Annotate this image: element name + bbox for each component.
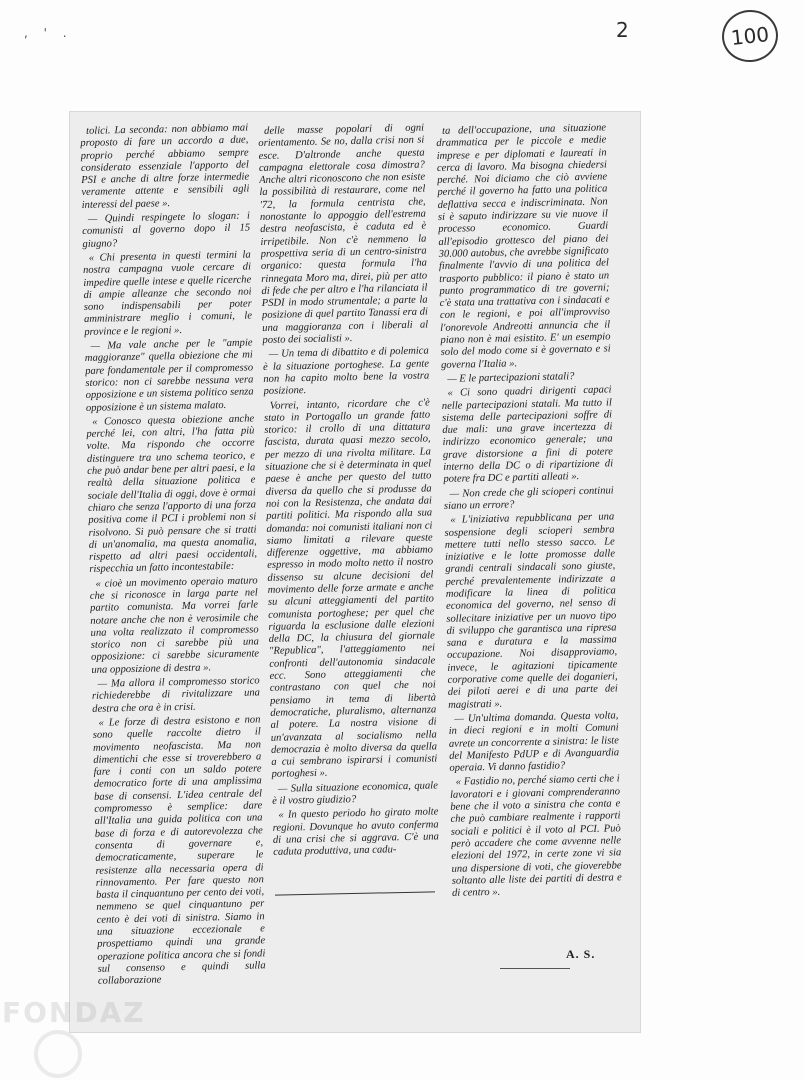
paragraph: ta dell'occupazione, una situazione drammatica per le piccole e medie imprese e per diplomati e laureati in cerca di lavoro. Ma bisogna chiedersi perché. Noi diciamo che ciò avviene perché il governo ha fatto una politica deflattiva secca e indiscriminata. Non si è saputo indirizzare su vie nuove il processo economico. Guardi all'episodio grottesco del piano dei 30.000 autobus, che avrebbe significato finalmente l'avvio di una politica del trasporto pubblico: il piano è stato un punto programmatico di tre governi; c'è stata una trattativa con i sindacati e con le regioni, e poi all'improvviso l'onorevole Andreotti annuncia che il piano non è mai esistito. E' un esempio solo del modo come si è governato e si governa l'Italia ». (436, 122, 611, 371)
paragraph: — E le partecipazioni statali? (447, 371, 575, 385)
paragraph: « Ci sono quadri dirigenti capaci nelle partecipazioni statali. Ma tutto il sistema delle partecipazioni soffre di due mali: una grave incertezza di indirizzo economico generale; una grave distorsione a fini di potere interno della DC o di ripartizione di potere fra DC e partiti alleati ». (441, 384, 614, 486)
paragraph: « In questo periodo ho girato molte regioni. Dovunque ho avuto conferma di una crisi che si aggrava. C'è una caduta produttiva, una cadu- (272, 806, 440, 859)
paragraph: — Un tema di dibattito e di polemica è la situazione portoghese. La gente non ha capito molto bene la vostra posizione. (262, 345, 430, 398)
signature-rule (500, 968, 570, 969)
article-column-1 (80, 122, 267, 1025)
paragraph: « Fastidio no, perché siamo certi che i lavoratori e i giovani comprenderanno bene che il voto a sinistra che conta e che può cambiare realmente i rapporti sociali e politici è il voto al PCI. Può però accadere che come avvenne nelle elezioni del 1972, in certe zone vi sia una dispersione di voti, che gioverebbe soltanto alle liste dei partiti di destra e di centro ». (449, 773, 622, 899)
watermark-logo-icon (34, 1030, 82, 1078)
paragraph: « cioè un movimento operaio maturo che si riconosce in larga parte nel partito comunista. Ma vorrei farle notare anche che non è verosimile che una volta realizzato il compromesso storico non ci sarebbe più una opposizione: ci sarebbe sicuramente una opposizione di destra ». (89, 575, 260, 676)
paragraph: — Quindi respingete lo slogan: i comunisti al governo dopo il 15 giugno? (82, 210, 251, 250)
author-signature: A. S. (566, 947, 596, 961)
paragraph: — Sulla situazione economica, quale è il vostro giudizio? (272, 780, 438, 807)
paragraph: — Ma vale anche per le "ampie maggioranze" quella obiezione che mi pare fondamentale per il compromesso storico: non ci sarebbe nessuna vera opposizione e un sistema politico senza opposizione è un sistema malato. (84, 337, 254, 414)
archive-stamp: 100 (719, 7, 780, 65)
article-column-2 (258, 123, 440, 886)
paragraph: delle masse popolari di ogni orientamento. Se no, dalla crisi non si esce. D'altronde anche questa campagna elettorale cosa dimostra? Anche altri riconoscono che non esiste la possibilità di restaurare, come nel '72, la formula centrista che, nonostante lo appoggio dell'estrema destra neofascista, è caduta ed è irripetibile. Non c'è nemmeno la prospettiva seria di un centro-sinistra organico: questa formula l'ha rinnegata Moro ma, direi, più per atto di fede che per altro e l'ha rilanciata il PSDI in modo strumentale; a parte la posizione di quel partito Tanassi era di una maggioranza con i liberali al posto dei socialisti ». (258, 122, 429, 346)
article-column-3 (436, 122, 623, 945)
paragraph: — Un'ultima domanda. Questa volta, in dieci regioni e in molti Comuni avrete un concorrente a sinistra: le liste del Manifesto PdUP e di Avanguardia operaia. Vi danno fastidio? (448, 710, 620, 774)
paragraph: « Chi presenta in questi termini la nostra campagna vuole cercare di impedire quelle intese e quelle ricerche di ampie alleanze che secondo noi sono indispensabili per poter amministrare meglio i comuni, le province e le regioni ». (82, 249, 253, 338)
paragraph: « Le forze di destra esistono e non sono quelle raccolte dietro il movimento neofascista. Ma non dimentichi che esse si troverebbero a fare i conti con un saldo potere democratico forte di una amplissima base di consensi. L'idea centrale del compromesso è semplice: dare all'Italia una guida politica con una base di forza e di autorevolezza che consenta di governare e, democraticamente, superare le resistenze alla necessaria opera di rinnovamento. Per fare questo non basta il cinquantuno per cento dei voti, nemmeno se quel cinquantuno per cento è dei voti di sinistra. Siamo in una situazione eccezionale e prospettiamo quindi una grande operazione politica ancora che si fondi sul consenso e quindi sulla collaborazione (92, 714, 266, 987)
paragraph: Vorrei, intanto, ricordare che c'è stato in Portogallo un grande fatto storico: il crollo di una dittatura fascista, durata quasi mezzo secolo, per mezzo di una rivolta militare. La situazione che si è determinata in quel paese è anche per questo del tutto diversa da quello che si produsse da noi con la Resistenza, che andata dai partiti politici. Ma rispondo alla sua domanda: noi comunisti italiani non ci siamo limitati a rilevare queste differenze oggettive, ma abbiamo espresso in modo molto netto il nostro dissenso su alcune decisioni del movimento delle forze armate e anche su alcuni atteggiamenti del partito comunista portoghese; per quel che riguarda la esclusione dalle elezioni della DC, la chiusura del giornale "Republica", l'atteggiamento nei confronti dell'autonomia sindacale ecc. Sono atteggiamenti che contrastano con quel che noi pensiamo in tema di libertà democratiche, pluralismo, alternanza al potere. La nostra visione di un'avanzata al socialismo nella democrazia è molto diversa da quella a cui sembrano ispirarsi i comunisti portoghesi ». (264, 396, 438, 781)
paragraph: — Ma allora il compromesso storico richiederebbe di rivitalizzare una destra che ora è in crisi. (91, 675, 261, 715)
paragraph: « Conosco questa obiezione anche perché lei, con altri, l'ha fatta più volte. Ma rispondo che occorre distinguere tra uno schema teorico, e che può andar bene per altri paesi, e la realtà della situazione politica e sociale dell'Italia di oggi, dove è ormai chiaro che senza l'apporto di una forza positiva come il PCI i problemi non si risolvono. Si può pensare che si tratti di un'anomalia, ma questa anomalia, rispetto ad altri paesi occidentali, rispecchia un fatto incontestabile: (86, 413, 258, 576)
paragraph: — Non crede che gli scioperi continui siano un errore? (443, 484, 614, 512)
page-number: 2 (616, 18, 629, 42)
paragraph: « L'iniziativa repubblicana per una sospensione degli scioperi sembra mettere tutti nello stesso sacco. Le iniziative e le lotte promosse dalle grandi centrali sindacali sono giuste, perché prevalentemente indirizzate a modificare la linea di politica economica del governo, nel senso di sollecitare iniziative per un nuovo tipo di sviluppo che garantisca una ripresa sana e duratura e la massima occupazione. Noi disapproviamo, invece, le agitazioni tipicamente corporative come quelle dei doganieri, dei piloti aerei e di una parte dei magistrati ». (444, 511, 618, 711)
archive-watermark: FONDAZ (2, 996, 146, 1029)
corner-marks: , ' . (24, 26, 73, 40)
paragraph: tolici. La seconda: non abbiamo mai proposto di fare un accordo a due, proprio perché abbiamo sempre considerato essenziale l'apporto del PSI e anche di altre forze intermedie veramente attente e sensibili agli interessi del paese ». (80, 122, 250, 211)
